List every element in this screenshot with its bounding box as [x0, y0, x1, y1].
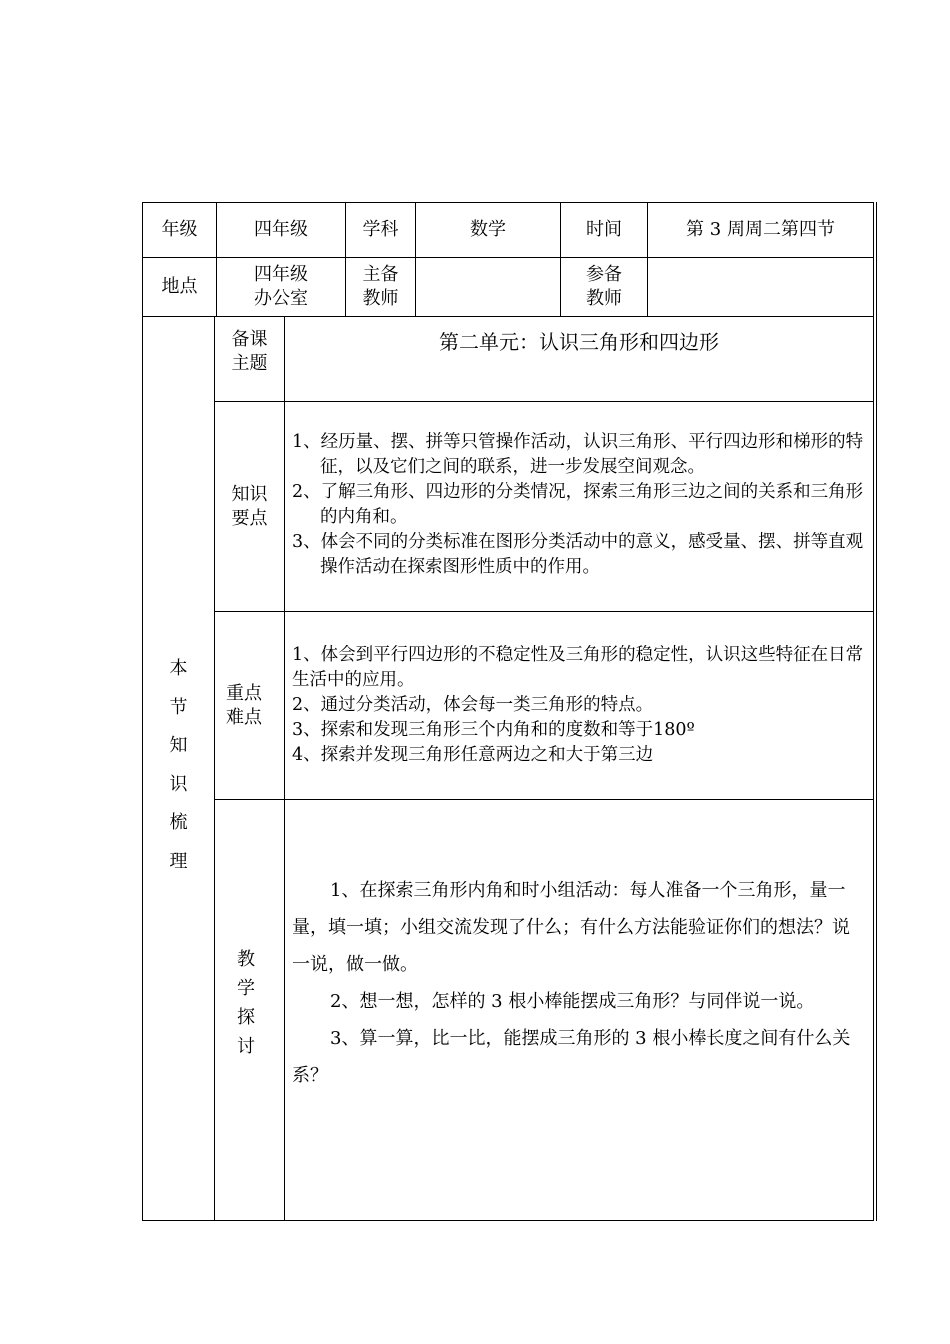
topic-label: 备课 主题: [231, 329, 268, 374]
vertical-char: 本: [169, 658, 188, 679]
participating-teacher-label: 参备 教师: [586, 264, 622, 309]
difficulty-item: 2、通过分类活动，体会每一类三角形的特点。: [292, 695, 654, 715]
row-divider: [214, 611, 874, 612]
vertical-char: 识: [169, 773, 188, 795]
difficulty-item: 4、探索并发现三角形任意两边之和大于第三边: [292, 745, 654, 765]
lead-teacher-label: 主备 教师: [362, 264, 399, 309]
knowledge-item: 1、经历量、摆、拼等只管操作活动，认识三角形、平行四边形和梯形的特征，以及它们之间的联系，进一步发展空间观念。: [292, 432, 864, 477]
table-border-right-outer: [876, 202, 877, 1221]
row-divider: [142, 316, 874, 317]
teaching-paragraph: 1、在探索三角形内角和时小组活动：每人准备一个三角形，量一量，填一填；小组交流发现了什么；有什么方法能验证你们的想法？说一说，做一做。: [292, 880, 850, 975]
difficulty-label: 重点 难点: [226, 682, 262, 728]
vertical-char: 知: [169, 735, 188, 756]
row-divider: [214, 799, 874, 800]
location-value: 四年级 办公室: [254, 264, 308, 309]
teaching-content: [292, 872, 866, 1094]
subject-value: 数学: [470, 219, 506, 240]
difficulty-item: 1、体会到平行四边形的不稳定性及三角形的稳定性，认识这些特征在日常生活中的应用。: [292, 645, 864, 690]
time-label: 时间: [586, 219, 622, 240]
section-vertical-label: [143, 650, 214, 881]
difficulty-item: 3、探索和发现三角形三个内角和的度数和等于180º: [292, 720, 695, 740]
teaching-paragraph: 2、想一想，怎样的 3 根小棒能摆成三角形？与同伴说一说。: [330, 991, 815, 1012]
grade-value: 四年级: [254, 219, 308, 240]
vertical-char: 节: [169, 696, 188, 718]
grade-label: 年级: [161, 219, 198, 240]
participating-teacher-value: [648, 258, 873, 316]
topic-value: 第二单元：认识三角形和四边形: [439, 330, 719, 354]
teaching-label-char: 讨: [237, 1036, 255, 1057]
location-label: 地点: [161, 276, 198, 297]
table-border-bottom: [142, 1220, 874, 1221]
subject-label: 学科: [362, 219, 399, 240]
vertical-char: 理: [169, 850, 188, 872]
time-value: 第 3 周周二第四节: [686, 219, 835, 240]
knowledge-label: 知识 要点: [231, 483, 268, 529]
knowledge-list: [292, 430, 868, 580]
teaching-label-char: 教: [237, 949, 255, 970]
teaching-paragraph: 3、算一算，比一比，能摆成三角形的 3 根小棒长度之间有什么关系？: [292, 1028, 851, 1086]
table-border-right: [873, 202, 874, 1221]
difficulty-list: [292, 643, 868, 768]
col-divider: [284, 316, 285, 1221]
teaching-label-char: 探: [237, 1007, 255, 1028]
teaching-label-char: 学: [237, 978, 255, 999]
teaching-label: [215, 945, 277, 1061]
knowledge-item: 2、了解三角形、四边形的分类情况，探索三角形三边之间的关系和三角形的内角和。: [292, 482, 864, 527]
knowledge-item: 3、体会不同的分类标准在图形分类活动中的意义，感受量、摆、拼等直观操作活动在探索图形性质中的作用。: [292, 532, 864, 577]
row-divider: [214, 401, 874, 402]
vertical-char: 梳: [169, 812, 188, 833]
lead-teacher-value: [416, 258, 560, 316]
